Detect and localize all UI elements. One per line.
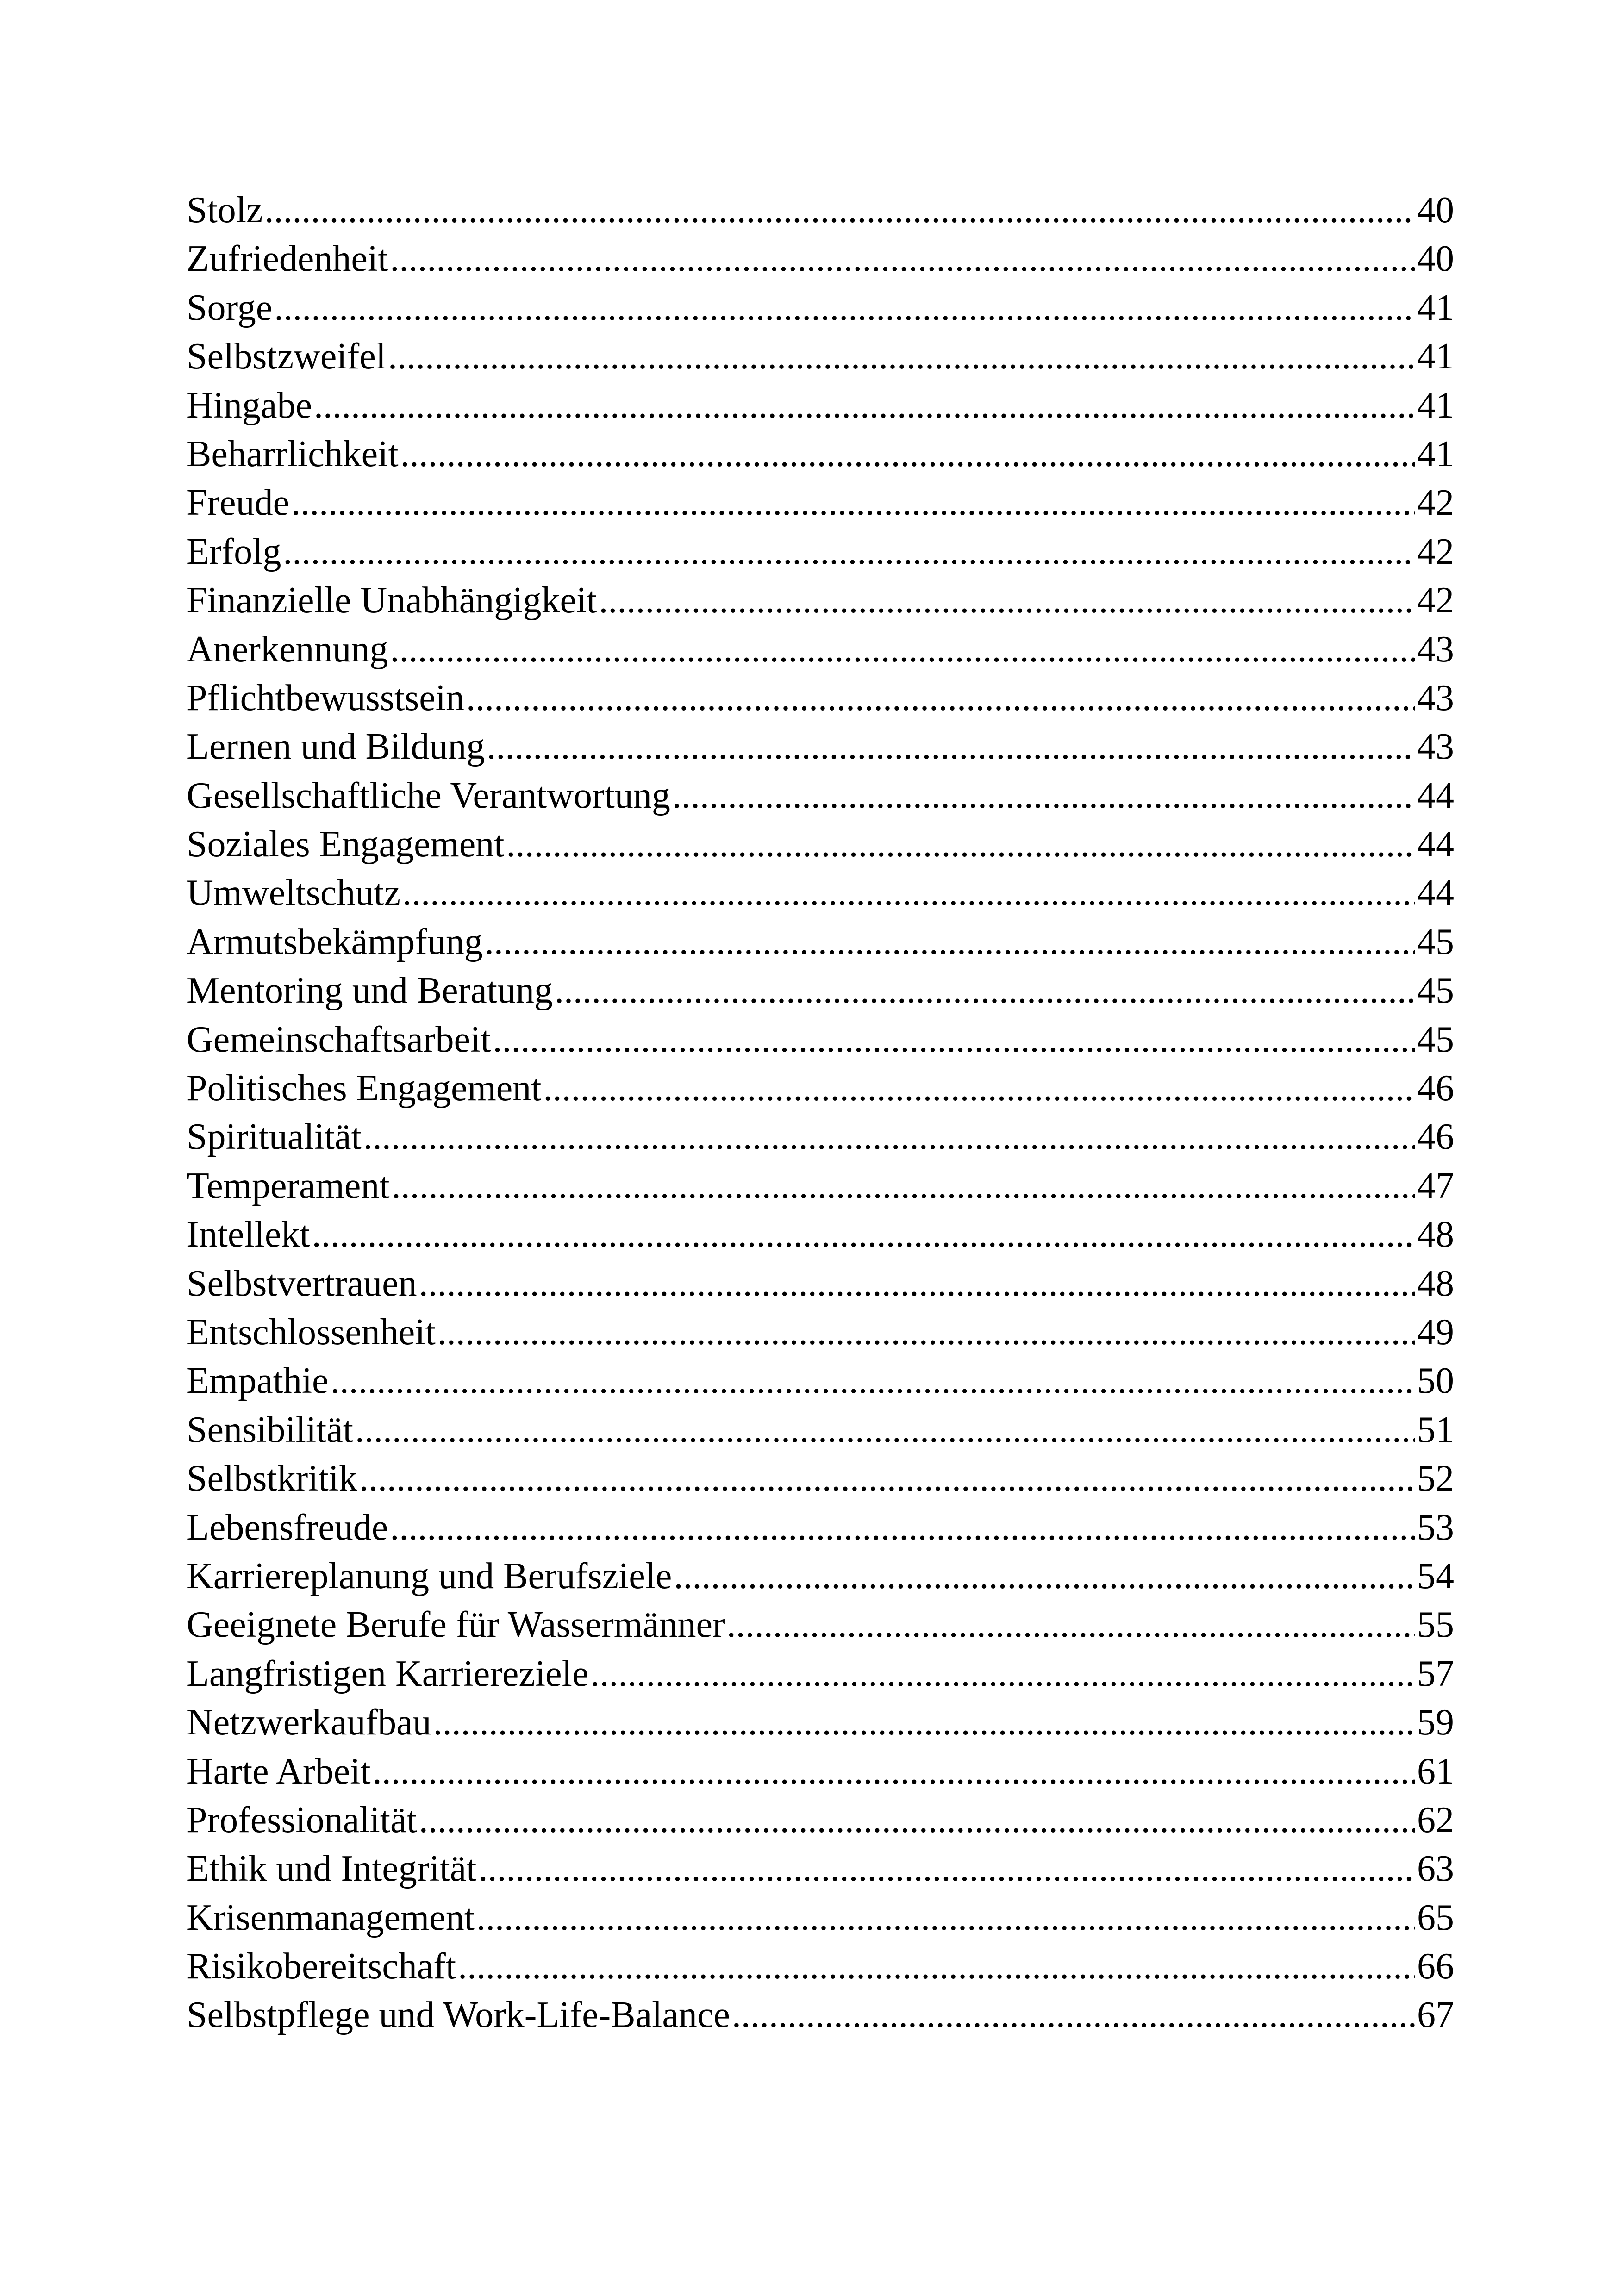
toc-entry-page-number: 43 (1417, 629, 1454, 670)
dot-leader (331, 1357, 1415, 1405)
toc-entry-title: Lebensfreude (187, 1507, 388, 1548)
toc-entry-title: Politisches Engagement (187, 1068, 542, 1109)
dot-leader (732, 1991, 1415, 2039)
dot-leader (274, 284, 1415, 332)
toc-entry-title: Empathie (187, 1360, 329, 1402)
toc-entry-page-number: 43 (1417, 677, 1454, 718)
toc-entry[interactable] (187, 1552, 1454, 1601)
dot-leader (476, 1894, 1415, 1942)
toc-entry[interactable] (187, 576, 1454, 625)
toc-entry-title: Intellekt (187, 1214, 310, 1255)
toc-entry-title: Selbstkritik (187, 1458, 357, 1499)
toc-entry[interactable] (187, 869, 1454, 917)
dot-leader (419, 1260, 1415, 1308)
toc-entry[interactable] (187, 284, 1454, 332)
toc-entry[interactable] (187, 1162, 1454, 1210)
toc-entry[interactable] (187, 1308, 1454, 1357)
toc-entry-page-number: 51 (1417, 1409, 1454, 1450)
toc-entry-page-number: 41 (1417, 336, 1454, 377)
toc-entry-page-number: 66 (1417, 1946, 1454, 1987)
toc-entry[interactable] (187, 772, 1454, 820)
dot-leader (283, 528, 1415, 576)
dot-leader (479, 1845, 1415, 1893)
toc-entry-page-number: 62 (1417, 1799, 1454, 1840)
toc-entry-page-number: 41 (1417, 287, 1454, 328)
toc-entry-title: Selbstzweifel (187, 336, 386, 377)
toc-entry[interactable] (187, 1113, 1454, 1161)
toc-entry-title: Karriereplanung und Berufsziele (187, 1555, 672, 1597)
dot-leader (392, 1162, 1415, 1210)
toc-entry-title: Erfolg (187, 531, 281, 572)
toc-entry-title: Freude (187, 482, 290, 524)
toc-entry-title: Gemeinschaftsarbeit (187, 1019, 491, 1060)
toc-entry-title: Harte Arbeit (187, 1751, 371, 1792)
toc-entry[interactable] (187, 1601, 1454, 1649)
dot-leader (390, 625, 1415, 674)
dot-leader (390, 1503, 1415, 1552)
toc-entry-page-number: 44 (1417, 775, 1454, 816)
toc-entry-title: Sorge (187, 287, 273, 328)
toc-entry-page-number: 46 (1417, 1068, 1454, 1109)
toc-entry[interactable] (187, 1406, 1454, 1454)
dot-leader (493, 1016, 1416, 1064)
dot-leader (363, 1113, 1415, 1161)
dot-leader (402, 869, 1415, 917)
toc-entry-title: Krisenmanagement (187, 1897, 475, 1938)
toc-entry-title: Gesellschaftliche Verantwortung (187, 775, 670, 816)
toc-entry[interactable] (187, 1942, 1454, 1991)
toc-entry-title: Finanzielle Unabhängigkeit (187, 580, 597, 621)
toc-entry-title: Lernen und Bildung (187, 726, 485, 767)
dot-leader (466, 674, 1415, 723)
toc-entry-page-number: 59 (1417, 1702, 1454, 1743)
toc-entry[interactable] (187, 1650, 1454, 1698)
dot-leader (599, 576, 1415, 625)
toc-entry[interactable] (187, 235, 1454, 283)
toc-entry-title: Spiritualität (187, 1116, 362, 1158)
toc-entry-title: Selbstvertrauen (187, 1263, 417, 1304)
toc-entry-title: Temperament (187, 1165, 390, 1206)
dot-leader (727, 1601, 1415, 1649)
toc-entry[interactable] (187, 1210, 1454, 1259)
toc-entry-page-number: 47 (1417, 1165, 1454, 1206)
toc-entry-title: Entschlossenheit (187, 1311, 436, 1353)
dot-leader (359, 1454, 1415, 1503)
toc-entry[interactable] (187, 332, 1454, 381)
toc-entry-title: Zufriedenheit (187, 238, 388, 280)
toc-entry-page-number: 67 (1417, 1995, 1454, 2036)
toc-entry-title: Umweltschutz (187, 873, 401, 914)
dot-leader (555, 967, 1415, 1015)
dot-leader (672, 772, 1415, 820)
toc-entry-page-number: 55 (1417, 1604, 1454, 1646)
dot-leader (400, 430, 1415, 479)
dot-leader (373, 1747, 1415, 1796)
toc-entry-title: Mentoring und Beratung (187, 970, 553, 1011)
dot-leader (388, 332, 1415, 381)
dot-leader (437, 1308, 1415, 1357)
toc-entry-title: Netzwerkaufbau (187, 1702, 431, 1743)
toc-entry-page-number: 54 (1417, 1555, 1454, 1597)
toc-entry-title: Hingabe (187, 385, 312, 426)
toc-entry[interactable] (187, 967, 1454, 1015)
toc-entry[interactable] (187, 820, 1454, 869)
toc-entry-page-number: 49 (1417, 1311, 1454, 1353)
dot-leader (458, 1942, 1415, 1991)
dot-leader (291, 479, 1415, 527)
table-of-contents (187, 186, 1454, 2040)
toc-entry[interactable] (187, 625, 1454, 674)
toc-entry-page-number: 44 (1417, 824, 1454, 865)
toc-entry-page-number: 63 (1417, 1848, 1454, 1890)
toc-entry-title: Anerkennung (187, 629, 388, 670)
toc-entry-title: Armutsbekämpfung (187, 921, 483, 962)
dot-leader (314, 381, 1415, 430)
toc-entry-page-number: 57 (1417, 1653, 1454, 1694)
toc-entry-title: Soziales Engagement (187, 824, 505, 865)
dot-leader (390, 235, 1415, 283)
toc-entry[interactable] (187, 674, 1454, 723)
toc-entry-page-number: 44 (1417, 873, 1454, 914)
toc-entry-page-number: 40 (1417, 190, 1454, 231)
toc-entry-page-number: 48 (1417, 1214, 1454, 1255)
dot-leader (355, 1406, 1415, 1454)
toc-entry[interactable] (187, 1260, 1454, 1308)
toc-entry-title: Sensibilität (187, 1409, 353, 1450)
toc-entry-page-number: 46 (1417, 1116, 1454, 1158)
toc-entry-page-number: 43 (1417, 726, 1454, 767)
toc-entry[interactable] (187, 1894, 1454, 1942)
toc-entry-page-number: 61 (1417, 1751, 1454, 1792)
toc-entry[interactable] (187, 1454, 1454, 1503)
toc-entry[interactable] (187, 1357, 1454, 1405)
toc-entry[interactable] (187, 918, 1454, 967)
toc-entry[interactable] (187, 479, 1454, 527)
toc-entry[interactable] (187, 381, 1454, 430)
toc-entry[interactable] (187, 1016, 1454, 1064)
toc-entry[interactable] (187, 1796, 1454, 1845)
toc-entry-page-number: 45 (1417, 921, 1454, 962)
toc-entry-page-number: 48 (1417, 1263, 1454, 1304)
toc-entry[interactable] (187, 1845, 1454, 1893)
dot-leader (674, 1552, 1415, 1601)
toc-entry-page-number: 40 (1417, 238, 1454, 280)
toc-entry-page-number: 52 (1417, 1458, 1454, 1499)
toc-entry-title: Geeignete Berufe für Wassermänner (187, 1604, 725, 1646)
toc-entry[interactable] (187, 186, 1454, 235)
dot-leader (506, 820, 1415, 869)
toc-entry[interactable] (187, 1991, 1454, 2039)
toc-entry[interactable] (187, 723, 1454, 771)
toc-entry-page-number: 41 (1417, 385, 1454, 426)
toc-entry-page-number: 42 (1417, 580, 1454, 621)
toc-entry[interactable] (187, 1064, 1454, 1113)
dot-leader (419, 1796, 1415, 1845)
toc-entry-page-number: 45 (1417, 970, 1454, 1011)
toc-entry-title: Langfristigen Karriereziele (187, 1653, 589, 1694)
dot-leader (543, 1064, 1415, 1113)
toc-entry[interactable] (187, 1747, 1454, 1796)
dot-leader (312, 1210, 1415, 1259)
dot-leader (487, 723, 1415, 771)
toc-entry-page-number: 53 (1417, 1507, 1454, 1548)
toc-entry[interactable] (187, 528, 1454, 576)
toc-entry-page-number: 42 (1417, 531, 1454, 572)
dot-leader (485, 918, 1415, 967)
toc-entry[interactable] (187, 1698, 1454, 1747)
toc-entry-title: Professionalität (187, 1799, 417, 1840)
toc-entry-title: Stolz (187, 190, 263, 231)
toc-entry-title: Risikobereitschaft (187, 1946, 456, 1987)
toc-entry-page-number: 42 (1417, 482, 1454, 524)
toc-entry[interactable] (187, 1503, 1454, 1552)
toc-entry[interactable] (187, 430, 1454, 479)
toc-entry-title: Ethik und Integrität (187, 1848, 477, 1890)
toc-entry-page-number: 50 (1417, 1360, 1454, 1402)
toc-entry-title: Selbstpflege und Work-Life-Balance (187, 1995, 730, 2036)
dot-leader (433, 1698, 1415, 1747)
dot-leader (590, 1650, 1415, 1698)
toc-entry-title: Beharrlichkeit (187, 433, 399, 474)
toc-entry-page-number: 41 (1417, 433, 1454, 474)
toc-entry-page-number: 45 (1417, 1019, 1454, 1060)
toc-entry-title: Pflichtbewusstsein (187, 677, 464, 718)
dot-leader (264, 186, 1415, 235)
toc-entry-page-number: 65 (1417, 1897, 1454, 1938)
